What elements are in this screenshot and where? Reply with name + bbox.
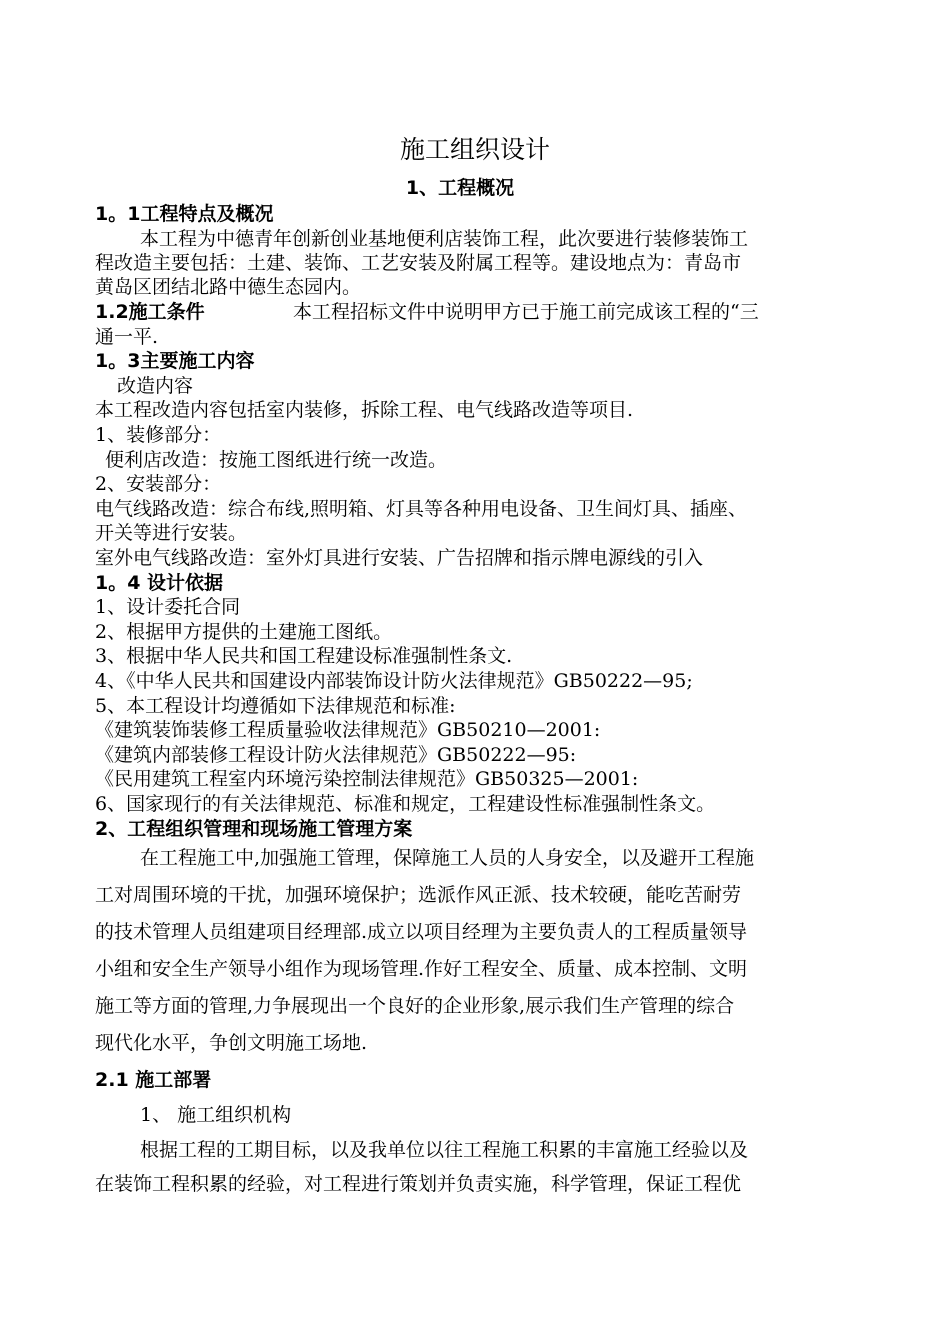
s14-heading: 1。4 设计依据 xyxy=(95,572,224,594)
s14-line: 《建筑装饰装修工程质量验收法律规范》GB50210—2001: xyxy=(95,719,601,741)
s2-paragraph-line: 现代化水平，争创文明施工场地. xyxy=(95,1032,368,1054)
s11-paragraph-line: 黄岛区团结北路中德生态园内。 xyxy=(95,276,362,298)
s12-heading: 1.2施工条件 xyxy=(95,301,205,323)
section2-heading: 2、工程组织管理和现场施工管理方案 xyxy=(95,818,413,840)
s13-line: 开关等进行安装。 xyxy=(95,522,248,544)
s13-line: 电气线路改造：综合布线,照明箱、灯具等各种用电设备、卫生间灯具、插座、 xyxy=(95,498,748,520)
s21-subheading: 1、 施工组织机构 xyxy=(140,1104,292,1126)
s13-line: 2、安装部分： xyxy=(95,473,222,495)
s12-text: 本工程招标文件中说明甲方已于施工前完成该工程的“三 xyxy=(293,301,759,323)
s14-line: 6、国家现行的有关法律规范、标准和规定，工程建设性标准强制性条文。 xyxy=(95,793,716,815)
s14-line: 《民用建筑工程室内环境污染控制法律规范》GB50325—2001: xyxy=(95,768,639,790)
s11-paragraph-line: 本工程为中德青年创新创业基地便利店装饰工程，此次要进行装修装饰工 xyxy=(140,228,749,250)
s21-paragraph-line: 在装饰工程积累的经验，对工程进行策划并负责实施，科学管理，保证工程优 xyxy=(95,1173,742,1195)
s14-line: 3、根据中华人民共和国工程建设标准强制性条文. xyxy=(95,645,513,667)
s14-line: 1、设计委托合同 xyxy=(95,596,241,618)
s11-heading: 1。1工程特点及概况 xyxy=(95,203,274,225)
s2-paragraph-line: 施工等方面的管理,力争展现出一个良好的企业形象,展示我们生产管理的综合 xyxy=(95,995,735,1017)
s2-paragraph-line: 小组和安全生产领导小组作为现场管理.作好工程安全、质量、成本控制、文明 xyxy=(95,958,748,980)
s2-paragraph-line: 的技术管理人员组建项目经理部.成立以项目经理为主要负责人的工程质量领导 xyxy=(95,921,748,943)
s13-line: 室外电气线路改造：室外灯具进行安装、广告招牌和指示牌电源线的引入 xyxy=(95,547,704,569)
s21-paragraph-line: 根据工程的工期目标，以及我单位以往工程施工积累的丰富施工经验以及 xyxy=(140,1139,749,1161)
s14-line: 2、根据甲方提供的土建施工图纸。 xyxy=(95,621,393,643)
document-title: 施工组织设计 xyxy=(399,135,550,164)
s13-line: 1、装修部分： xyxy=(95,424,222,446)
s2-paragraph-line: 工对周围环境的干扰，加强环境保护；选派作风正派、技术较硬，能吃苦耐劳 xyxy=(95,884,742,906)
s2-paragraph-line: 在工程施工中,加强施工管理，保障施工人员的人身安全，以及避开工程施 xyxy=(140,847,755,869)
s13-line: 便利店改造：按施工图纸进行统一改造。 xyxy=(105,449,448,471)
s13-subheading: 改造内容 xyxy=(117,375,194,397)
s14-line: 《建筑内部装修工程设计防火法律规范》GB50222—95: xyxy=(95,744,577,766)
s11-paragraph-line: 程改造主要包括：土建、装饰、工艺安装及附属工程等。建设地点为：青岛市 xyxy=(95,252,742,274)
s14-line: 4、《中华人民共和国建设内部装饰设计防火法律规范》GB50222—95; xyxy=(95,670,693,692)
s14-line: 5、本工程设计均遵循如下法律规范和标准: xyxy=(95,695,456,717)
s13-heading: 1。3主要施工内容 xyxy=(95,350,255,372)
section1-heading: 1、工程概况 xyxy=(405,177,515,199)
s21-heading: 2.1 施工部署 xyxy=(95,1069,212,1091)
s12-text-cont: 通一平. xyxy=(95,326,159,348)
s13-line: 本工程改造内容包括室内装修，拆除工程、电气线路改造等项目. xyxy=(95,399,634,421)
